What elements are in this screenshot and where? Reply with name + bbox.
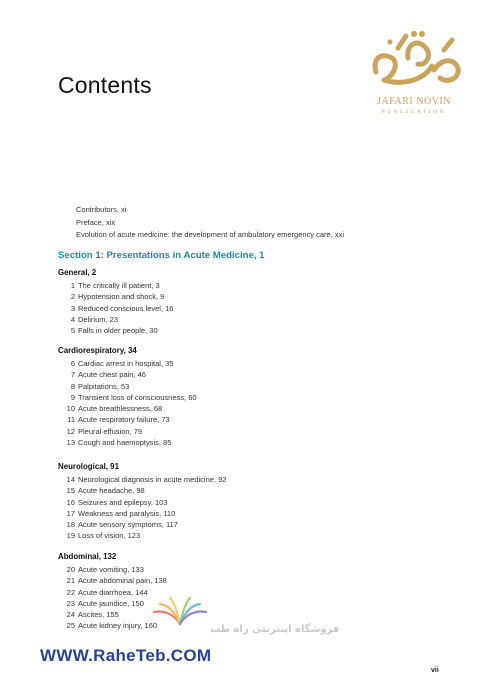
- entry-title: Reduced conscious level, 16: [78, 303, 174, 313]
- entry-number: 7: [70, 370, 75, 380]
- toc-entry[interactable]: [58, 392, 197, 403]
- toc-entry[interactable]: [58, 575, 167, 586]
- toc-entry[interactable]: [58, 381, 137, 392]
- entry-number: 24: [66, 610, 75, 620]
- entry-title: Palpitations, 53: [78, 381, 130, 391]
- front-matter-item[interactable]: Preface, xix: [76, 217, 116, 227]
- watermark-persian-text: [60, 622, 340, 635]
- entry-title: Acute respiratory failure, 73: [78, 415, 170, 425]
- toc-entry[interactable]: [58, 303, 174, 314]
- group-heading[interactable]: Abdominal, 132: [58, 552, 117, 561]
- entry-title: Neurological diagnosis in acute medicine, 92: [78, 475, 227, 484]
- entry-title: Acute vomiting, 133: [78, 565, 144, 574]
- entry-title: Cough and haemoptysis, 85: [78, 438, 172, 448]
- entry-title: Delirium, 23: [78, 314, 119, 324]
- entry-number: 9: [70, 392, 75, 402]
- toc-entry[interactable]: [58, 609, 119, 620]
- entry-title: Loss of vision, 123: [78, 531, 141, 541]
- logo-subtitle: PUBLICATION: [381, 109, 447, 115]
- entry-title: Ascites, 155: [78, 610, 119, 620]
- entry-number: 5: [70, 326, 75, 336]
- toc-entry[interactable]: [58, 426, 143, 437]
- entry-title: Pleural effusion, 79: [78, 426, 143, 436]
- entry-title: Cardiac arrest in hospital, 35: [78, 359, 174, 368]
- entry-number: 8: [70, 381, 75, 391]
- svg-text:فروشگاه اینترنتی راه طب: فروشگاه اینترنتی راه طب: [210, 624, 340, 635]
- front-matter-item[interactable]: Evolution of acute medicine: the development of ambulatory emergency care, xxi: [76, 230, 345, 240]
- group-heading[interactable]: General, 2: [58, 268, 97, 277]
- toc-entry[interactable]: [58, 508, 176, 519]
- entry-number: 4: [70, 314, 75, 324]
- logo: [352, 28, 476, 120]
- entry-number: 25: [66, 621, 75, 631]
- entry-number: 18: [66, 520, 75, 530]
- entry-title: The critically ill patient, 3: [78, 281, 160, 290]
- front-matter-list: [76, 204, 344, 242]
- group-heading[interactable]: Cardiorespiratory, 34: [58, 346, 137, 355]
- entry-number: 10: [66, 404, 75, 414]
- entry-number: 1: [70, 281, 75, 290]
- group-heading[interactable]: Neurological, 91: [58, 462, 119, 471]
- page-title: Contents: [58, 72, 152, 98]
- toc-entry[interactable]: [58, 485, 145, 496]
- toc-entry[interactable]: [58, 358, 174, 369]
- entry-title: Acute diarrhoea, 144: [78, 587, 148, 597]
- entry-title: Acute abdominal pain, 138: [78, 576, 167, 586]
- entry-number: 13: [66, 438, 75, 448]
- toc-entry[interactable]: [58, 530, 141, 541]
- entry-number: 22: [66, 587, 75, 597]
- toc-entry[interactable]: [58, 474, 227, 485]
- entry-title: Falls in older people, 30: [78, 326, 158, 336]
- entry-title: Seizures and epilepsy, 103: [78, 497, 168, 507]
- toc-entry[interactable]: [58, 325, 158, 336]
- toc-entry[interactable]: [58, 519, 178, 530]
- toc-entry[interactable]: [58, 369, 146, 380]
- entry-title: Acute kidney injury, 160: [78, 621, 158, 631]
- toc-entry[interactable]: [58, 403, 163, 414]
- entry-number: 20: [66, 565, 75, 574]
- entry-title: Acute jaundice, 150: [78, 598, 144, 608]
- entry-number: 19: [66, 531, 75, 541]
- entry-number: 12: [66, 426, 75, 436]
- toc-entry[interactable]: [58, 587, 148, 598]
- toc-entry[interactable]: [58, 437, 172, 448]
- toc-entry[interactable]: [58, 314, 119, 325]
- entry-title: Hypotension and shock, 9: [78, 292, 165, 302]
- entry-title: Acute sensory symptoms, 117: [78, 520, 178, 530]
- entry-number: 3: [70, 303, 75, 313]
- toc-group-abdominal: [58, 551, 167, 632]
- toc-entry[interactable]: [58, 598, 144, 609]
- entry-number: 14: [66, 475, 75, 484]
- toc-entry[interactable]: [58, 280, 160, 291]
- logo-name: JAFARI NOVIN: [377, 96, 451, 107]
- entry-number: 15: [66, 486, 75, 496]
- toc-group-neurological: [58, 461, 227, 542]
- entry-number: 6: [70, 359, 75, 368]
- entry-number: 23: [66, 598, 75, 608]
- entry-title: Acute chest pain, 46: [78, 370, 146, 380]
- entry-number: 11: [67, 415, 75, 425]
- publisher-emblem-icon: [362, 28, 466, 94]
- front-matter-item[interactable]: Contributors, xi: [76, 205, 127, 214]
- toc-group-general: [58, 267, 174, 336]
- entry-title: Transient loss of consciousness, 60: [78, 392, 197, 402]
- toc-entry[interactable]: [58, 564, 144, 575]
- toc-entry[interactable]: [58, 291, 165, 302]
- watermark-url[interactable]: WWW.RaheTeb.COM: [40, 646, 212, 665]
- entry-number: 2: [70, 292, 75, 302]
- entry-number: 16: [66, 497, 75, 507]
- entry-number: 17: [66, 508, 75, 518]
- toc-entry[interactable]: [58, 497, 168, 508]
- entry-title: Acute headache, 98: [78, 486, 145, 496]
- toc-group-cardiorespiratory: [58, 345, 197, 448]
- toc-entry[interactable]: [58, 414, 170, 425]
- entry-title: Weakness and paralysis, 110: [78, 508, 176, 518]
- section-heading[interactable]: Section 1: Presentations in Acute Medicine, 1: [58, 250, 265, 261]
- entry-number: 21: [66, 576, 75, 586]
- entry-title: Acute breathlessness, 68: [78, 404, 163, 414]
- page-number: vii: [431, 667, 439, 674]
